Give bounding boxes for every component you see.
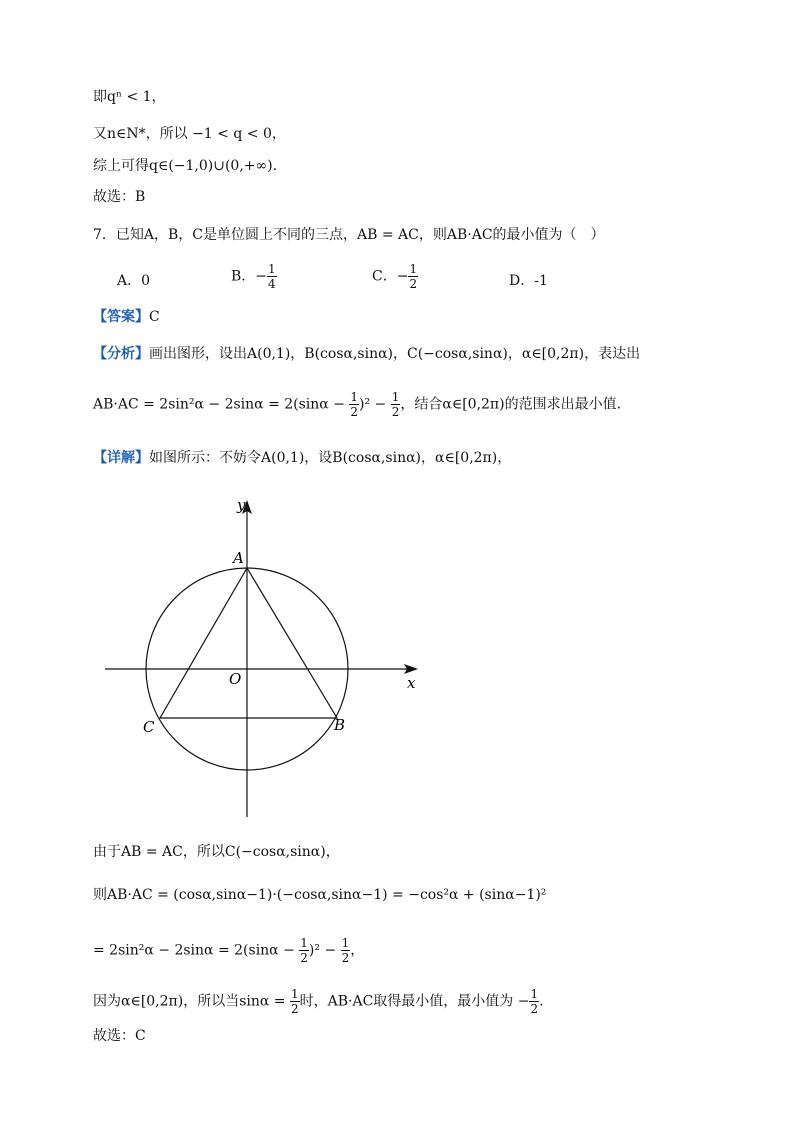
option-c [372, 262, 418, 291]
half-denominator: 2 [290, 1002, 299, 1016]
analysis-half-fraction-1 [349, 390, 359, 419]
text-line-n-natural: 又n∈N*，所以 −1 < q < 0， [93, 126, 286, 142]
analysis-tag: 【分析】 [93, 346, 149, 362]
option-d [509, 270, 548, 290]
detail-expr-part3: ， [350, 942, 365, 959]
option-b-denominator: 4 [268, 277, 276, 291]
question-7-stem: 7．已知A，B，C是单位圆上不同的三点，AB = AC，则AB·AC的最小值为（ ） [93, 227, 605, 243]
option-d-label: D． [509, 273, 535, 289]
half-numerator: 1 [300, 936, 308, 950]
origin-label: O [229, 670, 242, 688]
detail-text-1: 如图所示：不妨令A(0,1)，设B(cosα,sinα)，α∈[0,2π)， [149, 450, 512, 466]
detail-tag: 【详解】 [93, 450, 149, 466]
half-numerator: 1 [350, 390, 359, 404]
analysis-line-2 [93, 390, 621, 419]
option-c-numerator: 1 [409, 262, 418, 276]
answer-line [93, 308, 160, 326]
option-d-value: -1 [534, 273, 548, 289]
unit-circle-figure [100, 492, 425, 822]
option-b-fraction [267, 262, 277, 291]
detail-line-1 [93, 449, 511, 467]
analysis-expr-part2: )² − [359, 396, 391, 413]
detail-min-part2: 时，AB·AC取得最小值，最小值为 − [299, 993, 530, 1010]
option-b [231, 262, 277, 291]
option-a-label: A． [117, 273, 142, 289]
half-numerator: 1 [391, 390, 400, 404]
detail-line-2: 由于AB = AC，所以C(−cosα,sinα)， [93, 844, 340, 860]
analysis-expr-part3: ，结合α∈[0,2π)的范围求出最小值. [400, 396, 622, 413]
half-denominator: 2 [300, 951, 308, 965]
option-c-fraction [408, 262, 418, 291]
option-b-numerator: 1 [268, 262, 276, 276]
analysis-text-1: 画出图形，设出A(0,1)，B(cosα,sinα)，C(−cosα,sinα)，α∈[0,2π)，表达出 [149, 346, 641, 362]
analysis-expr-part1: AB·AC = 2sin²α − 2sinα = 2(sinα − [93, 396, 350, 413]
detail-min-fraction-1 [290, 987, 300, 1016]
detail-half-fraction-2 [341, 936, 351, 965]
half-denominator: 2 [391, 405, 400, 419]
detail-half-fraction-1 [299, 936, 309, 965]
analysis-half-fraction-2 [391, 390, 401, 419]
option-a [117, 270, 150, 290]
y-axis-label: y [237, 496, 246, 514]
detail-expr-part1: = 2sin²α − 2sinα = 2(sinα − [93, 942, 300, 959]
detail-min-part1: 因为α∈[0,2π)，所以当sinα = [93, 993, 290, 1010]
option-a-value: 0 [141, 273, 151, 289]
answer-value: C [149, 309, 160, 325]
option-c-denominator: 2 [409, 277, 418, 291]
point-a-label: A [233, 549, 244, 567]
detail-line-4 [93, 936, 364, 965]
x-axis-label: x [407, 674, 416, 692]
option-c-label: C．− [372, 268, 409, 285]
half-denominator: 2 [341, 951, 350, 965]
option-b-label: B．− [231, 268, 268, 285]
detail-line-choose-c: 故选：C [93, 1028, 146, 1044]
text-line-choose-b: 故选：B [93, 189, 146, 205]
detail-min-part3: . [539, 993, 544, 1010]
detail-expr-part2: )² − [308, 942, 341, 959]
half-numerator: 1 [530, 987, 539, 1001]
point-c-label: C [143, 718, 155, 736]
analysis-line-1 [93, 345, 640, 363]
point-b-label: B [334, 716, 346, 734]
half-denominator: 2 [530, 1002, 539, 1016]
detail-line-5 [93, 987, 544, 1016]
half-numerator: 1 [290, 987, 299, 1001]
half-denominator: 2 [350, 405, 359, 419]
detail-min-fraction-2 [529, 987, 539, 1016]
text-line-conclusion: 综上可得q∈(−1,0)∪(0,+∞). [93, 158, 278, 174]
detail-line-3: 则AB·AC = (cosα,sinα−1)·(−cosα,sinα−1) = −cos²α + (sinα−1)² [93, 887, 547, 903]
half-numerator: 1 [341, 936, 350, 950]
text-line-q-power: 即qⁿ < 1， [93, 89, 166, 105]
answer-tag: 【答案】 [93, 309, 149, 325]
